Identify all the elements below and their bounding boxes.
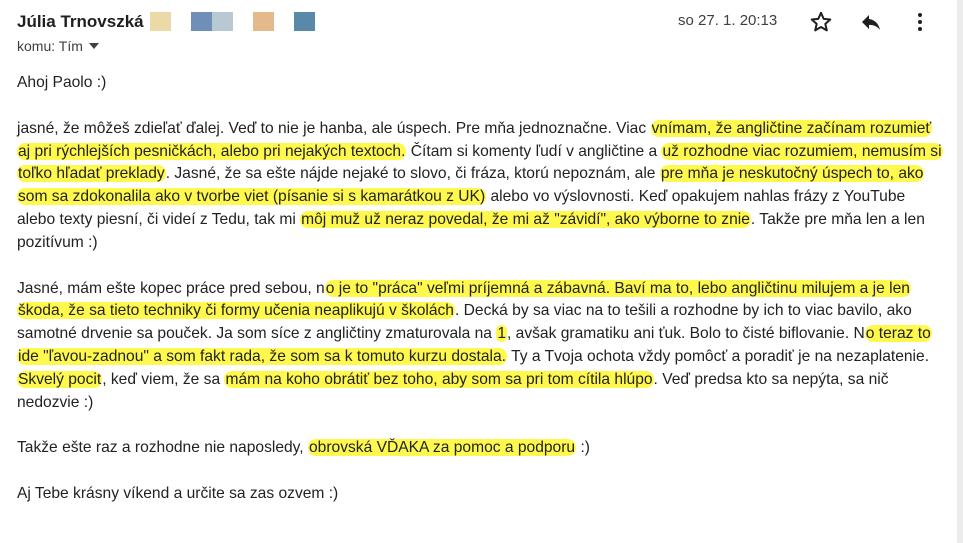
text-segment: Čítam si komenty ľudí v angličtine a: [406, 142, 662, 160]
highlighted-text: o je to "práca" veľmi príjemná a zábavná. Baví ma to, lebo angličtinu milujem a je len škoda, že sa tieto techniky či formy učenia neaplikujú v školách: [18, 279, 910, 320]
scrollbar[interactable]: [957, 0, 963, 543]
recipient-dropdown[interactable]: [17, 38, 99, 54]
closing-line: Aj Tebe krásny víkend a určite sa zas ozvem :): [17, 485, 339, 503]
highlighted-text: vnímam, že angličtine začínam rozumieť aj pri rýchlejších pesničkách, alebo pri nejakých textoch.: [18, 119, 932, 160]
highlighted-text: už rozhodne viac rozumiem, nemusím si toľko hľadať preklady: [18, 142, 942, 183]
more-options-button[interactable]: [906, 8, 934, 36]
greeting: Ahoj Paolo :): [17, 74, 107, 91]
redacted-email-swatches: [150, 12, 315, 31]
highlighted-text: obrovská VĎAKA za pomoc a podporu: [308, 439, 576, 457]
swatch-3: [212, 12, 233, 31]
text-segment: alebo vo výslovnosti. Keď opakujem nahlas frázy z YouTube alebo texty piesní, či videí z Tedu, tak mi: [17, 188, 906, 228]
sender-name[interactable]: Júlia Trnovszká: [17, 12, 144, 31]
more-vertical-icon: [908, 10, 932, 34]
text-segment: Ty a Tvoja ochota vždy pomôcť a poradiť je na nezaplatenie.: [507, 347, 930, 365]
star-icon: [809, 10, 833, 34]
paragraph-3: [17, 437, 947, 460]
paragraph-2: [17, 278, 947, 415]
highlighted-text: Skvelý pocit: [18, 370, 102, 388]
highlighted-text: pre mňa je neskutočný úspech to, ako som sa zdokonalila ako v tvorbe viet (písanie si s kamarátkou z UK): [18, 165, 924, 206]
text-segment: . Decká by sa viac na to tešili a rozhodne by ich to viac bavilo, ako samotné drvenie sa pouček. Ja som síce z angličtiny zmaturovala na: [17, 302, 912, 343]
text-segment: . Jasné, že sa ešte nájde nejaké to slovo, či fráza, ktorú nepoznám, ale: [165, 165, 660, 183]
recipient-label: komu: Tím: [17, 38, 83, 54]
highlighted-text: mám na koho obrátiť bez toho, aby som sa pri tom cítila hlúpo: [225, 370, 653, 388]
paragraph-1: [17, 118, 947, 255]
text-segment: . Veď predsa kto sa nepýta, sa nič nedozvie :): [17, 370, 889, 411]
star-button[interactable]: [807, 8, 835, 36]
highlighted-text: o teraz to ide "ľavou-zadnou" a som fakt rada, že som sa k tomuto kurzu dostala.: [18, 325, 931, 365]
text-segment: , avšak gramatiku ani ťuk. Bolo to čisté biflovanie. N: [507, 325, 865, 343]
text-segment: :): [576, 439, 590, 457]
highlighted-text: 1: [497, 325, 506, 343]
text-segment: Jasné, mám ešte kopec práce pred sebou, n: [17, 279, 325, 297]
highlighted-text: môj muž už neraz povedal, že mi až "závidí", ako výborne to znie: [301, 210, 750, 228]
reply-button[interactable]: [857, 8, 885, 36]
swatch-2: [191, 12, 212, 31]
message-date: so 27. 1. 20:13: [678, 12, 778, 29]
swatch-5: [294, 12, 315, 31]
text-segment: . Takže pre mňa len a len pozitívum :): [17, 210, 925, 251]
chevron-down-icon: [89, 43, 99, 49]
text-segment: Takže ešte raz a rozhodne nie naposledy,: [17, 439, 308, 457]
swatch-4: [253, 12, 274, 31]
swatch-1: [150, 12, 171, 31]
reply-icon: [859, 10, 883, 34]
text-segment: jasné, že môžeš zdieľať ďalej. Veď to nie je hanba, ale úspech. Pre mňa jednoznačne. Viac: [17, 119, 651, 137]
message-body: [17, 72, 947, 506]
text-segment: , keď viem, že sa: [102, 370, 225, 388]
message-header: [0, 0, 963, 60]
